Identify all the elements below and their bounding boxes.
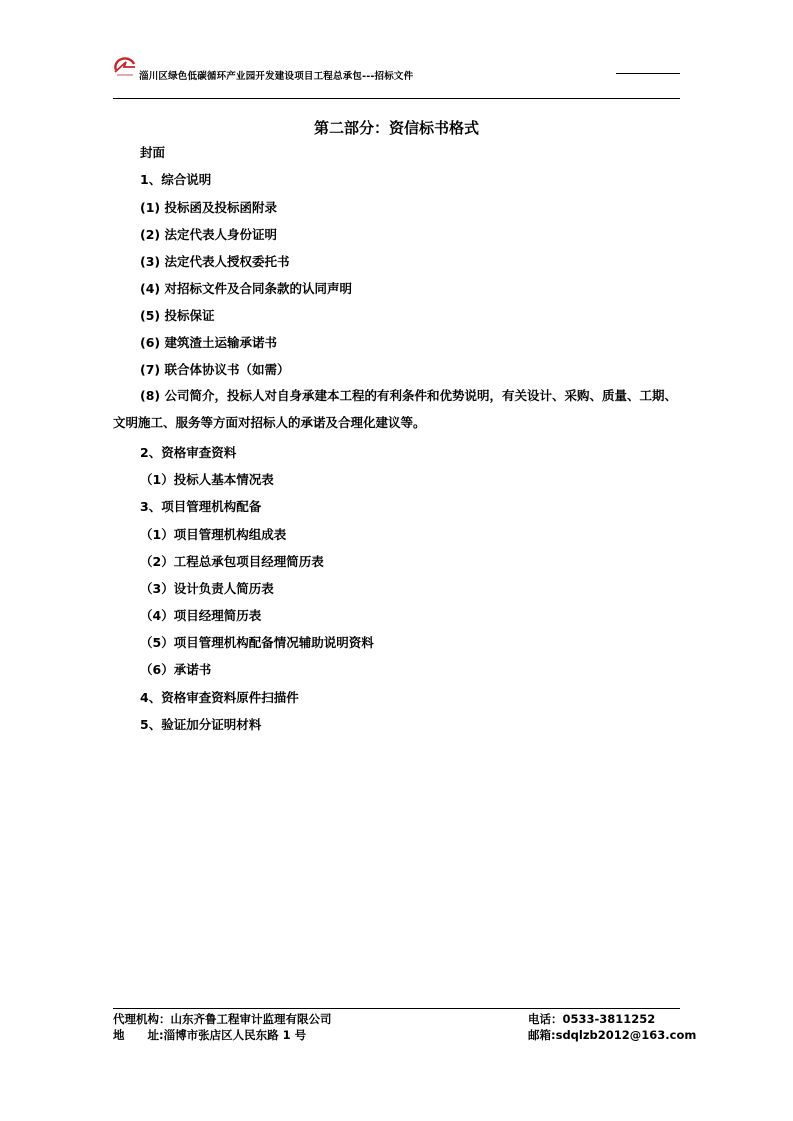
list-item: （2）工程总承包项目经理简历表 <box>140 554 324 569</box>
header-right-rule <box>616 73 680 74</box>
list-item: (3) 法定代表人授权委托书 <box>140 254 290 269</box>
list-item-project-management: 3、项目管理机构配备 <box>140 499 262 514</box>
list-item: （5）项目管理机构配备情况辅助说明资料 <box>140 635 374 650</box>
footer-phone: 电话：0533-3811252 <box>528 1012 656 1026</box>
list-item: (4) 对招标文件及合同条款的认同声明 <box>140 281 352 296</box>
list-item-bonus-materials: 5、验证加分证明材料 <box>140 717 262 732</box>
list-item: (7) 联合体协议书（如需） <box>140 362 290 377</box>
company-profile-paragraph: (8) 公司简介，投标人对自身承建本工程的有利条件和优势说明，有关设计、采购、质量、工期、文明施工、服务等方面对招标人的承诺及合理化建议等。 <box>113 388 677 430</box>
list-item: （4）项目经理简历表 <box>140 608 262 623</box>
list-item: （1）项目管理机构组成表 <box>140 527 287 542</box>
footer-divider <box>113 1008 680 1009</box>
company-logo-icon <box>113 55 137 77</box>
list-item: (6) 建筑渣土运输承诺书 <box>140 335 277 350</box>
list-item: （3）设计负责人简历表 <box>140 581 274 596</box>
list-item-cover: 封面 <box>140 145 166 160</box>
footer-address: 地 址:淄博市张店区人民东路 1 号 <box>113 1028 307 1042</box>
footer-email: 邮箱:sdqlzb2012@163.com <box>528 1028 697 1042</box>
list-item: (5) 投标保证 <box>140 308 215 323</box>
list-item-summary: 1、综合说明 <box>140 172 212 187</box>
list-item-qualification: 2、资格审查资料 <box>140 445 237 460</box>
header-title: 淄川区绿色低碳循环产业园开发建设项目工程总承包---招标文件 <box>139 71 414 82</box>
page-header <box>113 55 680 99</box>
list-item: （6）承诺书 <box>140 662 212 677</box>
list-item: (1) 投标函及投标函附录 <box>140 200 277 215</box>
list-item: (2) 法定代表人身份证明 <box>140 227 277 242</box>
section-title: 第二部分：资信标书格式 <box>313 119 479 137</box>
list-item-scans: 4、资格审查资料原件扫描件 <box>140 690 299 705</box>
header-divider <box>113 98 680 99</box>
list-item: （1）投标人基本情况表 <box>140 472 274 487</box>
footer-agency: 代理机构：山东齐鲁工程审计监理有限公司 <box>113 1012 332 1026</box>
